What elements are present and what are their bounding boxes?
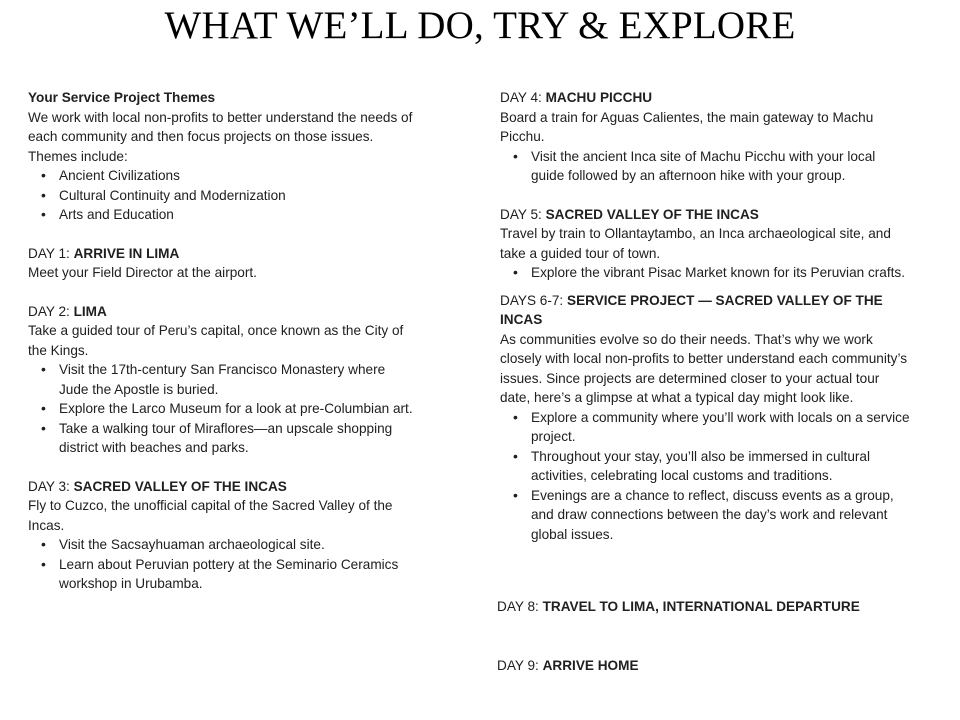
day4-heading (500, 88, 910, 108)
day-name: TRAVEL TO LIMA, INTERNATIONAL DEPARTURE (542, 599, 860, 614)
day5-heading (500, 205, 910, 225)
day4-section (500, 88, 910, 186)
day-name: SERVICE PROJECT — SACRED VALLEY OF THE INCAS (500, 292, 883, 327)
themes-list (28, 166, 418, 225)
day-label: DAY 3: (28, 478, 74, 494)
day-label: DAY 5: (500, 206, 546, 222)
day-name: ARRIVE IN LIMA (73, 245, 180, 261)
day-label: DAY 8: (497, 599, 543, 614)
left-column (28, 88, 418, 613)
day4-body: Board a train for Aguas Calientes, the main gateway to Machu Picchu. (500, 109, 874, 144)
list-item: • Take a walking tour of Miraflores—an upscale shopping district with beaches and parks. (59, 419, 418, 458)
day4-list (500, 147, 910, 186)
list-item: • Visit the ancient Inca site of Machu Picchu with your local guide followed by an afternoon hike with your group. (531, 147, 910, 186)
themes-body: We work with local non-profits to better understand the needs of each community and then focus projects on those issues. Themes include: (28, 109, 413, 164)
day1-body: Meet your Field Director at the airport. (28, 265, 257, 280)
day5-list (500, 263, 910, 283)
list-item: • Throughout your stay, you’ll also be immersed in cultural activities, celebrating local customs and traditions. (531, 447, 910, 486)
day2-heading (28, 302, 418, 322)
right-column (500, 88, 910, 563)
list-item: • Arts and Education (59, 205, 418, 225)
days67-heading (500, 291, 910, 330)
day3-list (28, 535, 418, 594)
day-name: MACHU PICCHU (545, 90, 653, 105)
day-name: ARRIVE HOME (542, 658, 639, 673)
list-item: • Explore the vibrant Pisac Market known for its Peruvian crafts. (531, 263, 910, 283)
day3-body: Fly to Cuzco, the unofficial capital of the Sacred Valley of the Incas. (28, 498, 393, 533)
list-item: • Ancient Civilizations (59, 166, 418, 186)
themes-heading: Your Service Project Themes (28, 90, 216, 105)
list-item: • Cultural Continuity and Modernization (59, 186, 418, 206)
list-item: • Explore a community where you’ll work with locals on a service project. (531, 408, 910, 447)
days67-body: As communities evolve so do their needs. That’s why we work closely with local non-profits to better understand each community’s issues. Since projects are determined closer to your actual tour date, here’s a glimpse at what a typical day might look like. (500, 331, 908, 405)
days67-list (500, 408, 910, 545)
day3-heading (28, 477, 418, 497)
list-item: • Evenings are a chance to reflect, discuss events as a group, and draw connections between the day’s work and relevant global issues. (531, 486, 910, 545)
day-label: DAYS 6-7: (500, 292, 567, 308)
day2-section (28, 302, 418, 458)
days67-section (500, 291, 910, 545)
day-name: SACRED VALLEY OF THE INCAS (545, 206, 759, 222)
day-label: DAY 2: (28, 303, 74, 319)
page-title: WHAT WE’LL DO, TRY & EXPLORE (164, 4, 796, 47)
day-name: LIMA (73, 303, 107, 319)
list-item: • Visit the 17th-century San Francisco Monastery where Jude the Apostle is buried. (59, 360, 418, 399)
day2-body: Take a guided tour of Peru’s capital, once known as the City of the Kings. (28, 323, 404, 358)
list-item: • Explore the Larco Museum for a look at pre-Columbian art. (59, 399, 418, 419)
day2-list (28, 360, 418, 458)
day9-section (497, 656, 897, 676)
day8-section (497, 597, 897, 617)
day5-section (500, 205, 910, 283)
day-label: DAY 9: (497, 658, 543, 673)
day-name: SACRED VALLEY OF THE INCAS (73, 478, 287, 494)
list-item: • Learn about Peruvian pottery at the Seminario Ceramics workshop in Urubamba. (59, 555, 418, 594)
themes-section (28, 88, 418, 225)
list-item: • Visit the Sacsayhuaman archaeological site. (59, 535, 418, 555)
day-label: DAY 4: (500, 90, 546, 105)
day1-section (28, 244, 418, 283)
day5-body: Travel by train to Ollantaytambo, an Inca archaeological site, and take a guided tour of town. (500, 226, 891, 261)
day3-section (28, 477, 418, 594)
day-label: DAY 1: (28, 245, 74, 261)
day1-heading (28, 244, 418, 264)
